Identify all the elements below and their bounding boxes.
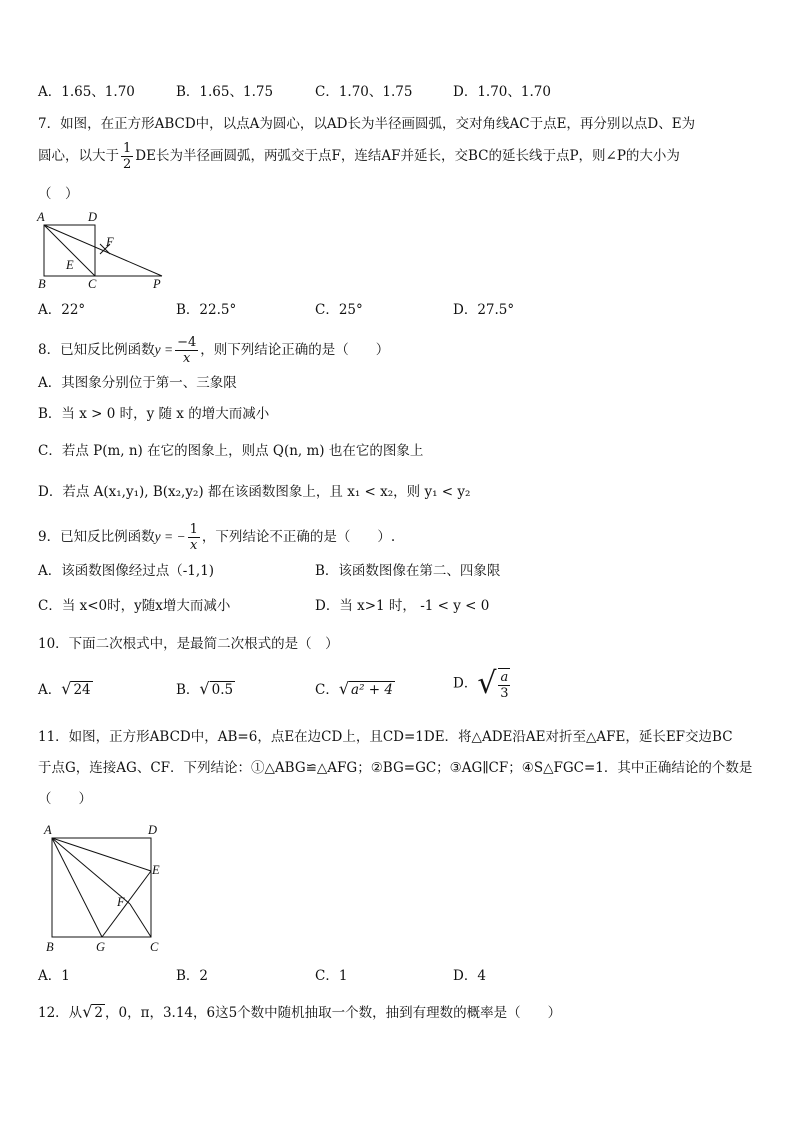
q11-label-b: B xyxy=(46,940,54,954)
q11-label-e: E xyxy=(152,863,160,877)
q11-label-g: G xyxy=(96,940,106,954)
q8-frac-den: x xyxy=(182,351,191,366)
q7-option-c: C．25° xyxy=(315,302,363,318)
q10-radicand-c: a² + 4 xyxy=(351,682,393,698)
q7-label-p: P xyxy=(153,277,161,290)
q11-option-c: C．1 xyxy=(315,968,348,984)
q11-square xyxy=(52,838,151,937)
q9-frac-num: 1 xyxy=(189,522,198,537)
q8-option-a: A．其图象分别位于第一、三象限 xyxy=(38,375,237,391)
q11-stem-line1: 11．如图，正方形ABCD中，AB=6，点E在边CD上，且CD=1DE．将△ADE沿AE对折至△AFE，延长EF交边BC xyxy=(38,729,733,745)
q7-figure xyxy=(34,208,169,290)
q6-option-b: B．1.65、1.75 xyxy=(176,84,274,100)
q7-option-b: B．22.5° xyxy=(176,302,237,318)
q7-option-a: A．22° xyxy=(38,302,86,318)
q11-line-ag xyxy=(52,838,102,937)
q10-label-c: C． xyxy=(315,682,339,698)
q11-figure xyxy=(40,820,170,955)
q9-frac-den: x xyxy=(190,538,198,553)
q10-option-d xyxy=(453,668,512,700)
q11-option-b: B．2 xyxy=(176,968,209,984)
q12-sqrt-2: √ 2 xyxy=(82,1002,103,1021)
q11-option-a: A．1 xyxy=(38,968,70,984)
q9-option-a: A．该函数图像经过点（-1,1) xyxy=(38,563,215,579)
q9-stem xyxy=(38,523,395,552)
q7-stem-line1: 7．如图，在正方形ABCD中，以点A为圆心，以AD长为半径画圆弧，交对角线AC于点E，再分别以点D、E为 xyxy=(38,116,696,132)
q11-label-a: A xyxy=(44,823,52,837)
q7-frac-num: 1 xyxy=(123,141,132,156)
q8-option-b: B．当 x > 0 时，y 随 x 的增大而减小 xyxy=(38,406,270,422)
q10-label-a: A． xyxy=(38,682,62,698)
q9-stem-a: 9．已知反比例函数 xyxy=(38,529,155,545)
q11-label-c: C xyxy=(150,940,159,954)
q11-line-fc xyxy=(130,904,151,937)
q7-option-d: D．27.5° xyxy=(453,302,515,318)
q9-fraction xyxy=(188,523,200,552)
q12-stem-b: ，0，π，3.14，6这5个数中随机抽取一个数，抽到有理数的概率是（ ） xyxy=(104,1005,562,1021)
q6-option-d: D．1.70、1.70 xyxy=(453,84,551,100)
q11-stem-line2: 于点G，连接AG、CF．下列结论：①△ABG≌△AFG；②BG=GC；③AG∥CF；④S△FGC=1．其中正确结论的个数是 xyxy=(38,760,753,776)
q9-stem-b: ，下列结论不正确的是（ ）. xyxy=(201,529,396,545)
q8-option-c: C．若点 P(m, n) 在它的图象上，则点 Q(n, m) 也在它的图象上 xyxy=(38,443,424,459)
q10-sqrt-24: √ 24 xyxy=(61,679,91,698)
q7-stem-line2-a: 圆心，以大于 xyxy=(38,148,119,164)
q10-sqrt-05: √ 0.5 xyxy=(199,679,234,698)
q11-label-f: F xyxy=(117,895,125,909)
q7-label-d: D xyxy=(88,210,98,224)
q8-option-d: D．若点 A(x₁,y₁), B(x₂,y₂) 都在该函数图象上，且 x₁ < x₂，则 y₁ < y₂ xyxy=(38,484,471,500)
q10-stem: 10．下面二次根式中，是最简二次根式的是（ ） xyxy=(38,636,339,652)
q9-option-b: B．该函数图像在第二、四象限 xyxy=(315,563,501,579)
q7-label-e: E xyxy=(66,258,74,272)
q7-paren: （ ） xyxy=(38,186,79,202)
q10-option-a xyxy=(38,679,93,700)
q10-option-b xyxy=(176,679,235,700)
q7-fraction xyxy=(121,142,133,171)
q8-fraction xyxy=(175,336,198,365)
q10-label-b: B． xyxy=(176,682,200,698)
q7-label-b: B xyxy=(38,277,46,290)
q8-stem-b: ，则下列结论正确的是（ ） xyxy=(200,342,390,358)
q9-option-c: C．当 x<0时，y随x增大而减小 xyxy=(38,598,231,614)
q8-frac-num: −4 xyxy=(177,335,197,350)
q7-frac-den: 2 xyxy=(123,157,132,172)
q10-option-c xyxy=(315,679,395,700)
q11-label-d: D xyxy=(148,823,158,837)
q11-option-d: D．4 xyxy=(453,968,486,984)
q8-stem xyxy=(38,336,389,365)
q12-stem xyxy=(38,1002,561,1023)
q11-line-ae xyxy=(52,838,151,871)
q7-stem-line2-b: DE长为半径画圆弧，两弧交于点F，连结AF并延长，交BC的延长线于点P，则∠P的大小为 xyxy=(135,148,680,164)
q10-sqrt-a-over-3: √ $\frac{a}{3}$ xyxy=(477,666,509,701)
q12-stem-a: 12．从 xyxy=(38,1005,83,1021)
q7-stem-line2 xyxy=(38,142,680,171)
q7-label-a: A xyxy=(37,210,45,224)
q11-line-eg xyxy=(102,871,151,937)
q6-option-c: C．1.70、1.75 xyxy=(315,84,413,100)
q10-frac-num: a xyxy=(500,670,509,685)
q10-sqrt-a2plus4: √ a² + 4 xyxy=(338,679,393,698)
q7-label-c: C xyxy=(88,277,97,290)
q6-option-a: A．1.65、1.70 xyxy=(38,84,135,100)
q12-radicand: 2 xyxy=(94,1005,103,1021)
q10-radicand-a: 24 xyxy=(73,682,91,698)
q10-label-d: D． xyxy=(453,675,478,692)
q11-paren: （ ） xyxy=(38,791,92,807)
q9-eq: y = − xyxy=(154,529,186,544)
q10-frac-den: 3 xyxy=(500,686,509,701)
q9-option-d: D．当 x>1 时， -1 < y < 0 xyxy=(315,598,490,614)
q8-stem-a: 8．已知反比例函数 xyxy=(38,342,155,358)
q10-radicand-b: 0.5 xyxy=(211,682,234,698)
q8-eq: y = xyxy=(154,342,174,357)
q7-label-f: F xyxy=(106,235,114,249)
